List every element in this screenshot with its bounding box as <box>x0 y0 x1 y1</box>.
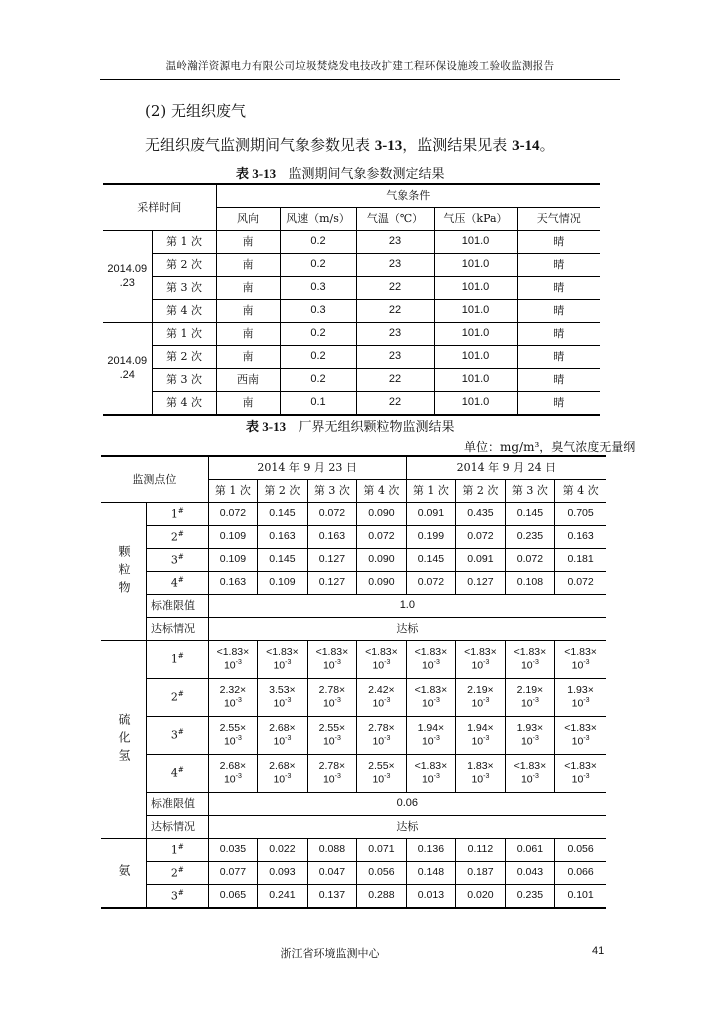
table1-cell: 0.2 <box>280 254 356 277</box>
result-cell: 0.022 <box>258 839 308 862</box>
result-cell: 2.19× $10^{-3}$ <box>456 679 506 717</box>
point-sup: # <box>177 506 184 515</box>
table1-cell: 22 <box>356 392 434 416</box>
table-row <box>103 277 600 300</box>
result-cell: 2.55× $10^{-3}$ <box>307 717 357 755</box>
result-cell: 0.145 <box>258 549 308 572</box>
result-cell: <1.83× $10^{-3}$ <box>307 641 357 679</box>
result-cell: 0.072 <box>406 572 456 595</box>
result-cell: 1.94× $10^{-3}$ <box>456 717 506 755</box>
intro-ref2: 3-14 <box>512 138 540 154</box>
standard-limit-label: 标准限值 <box>147 793 209 816</box>
result-cell: 0.288 <box>357 885 407 909</box>
table1-cell: 0.3 <box>280 300 356 323</box>
table1-header-weather: 气象条件 <box>216 184 600 208</box>
result-cell: 0.163 <box>307 526 357 549</box>
table-row <box>103 369 600 392</box>
table1-cell: 101.0 <box>434 254 517 277</box>
result-cell: 0.088 <box>307 839 357 862</box>
monitor-point-label: 1# <box>147 839 209 862</box>
result-cell: 0.136 <box>406 839 456 862</box>
result-cell: <1.83× $10^{-3}$ <box>555 717 606 755</box>
result-cell: 3.53× $10^{-3}$ <box>258 679 308 717</box>
table-row <box>103 231 600 254</box>
exponent: -3 <box>483 735 490 743</box>
result-cell: 0.047 <box>307 862 357 885</box>
monitor-point-label: 2# <box>147 526 209 549</box>
result-cell: 0.235 <box>505 526 555 549</box>
intro-paragraph <box>145 134 555 155</box>
exponent: -3 <box>384 773 391 781</box>
exponent: -3 <box>235 697 242 705</box>
page-header: 温岭瀚洋资源电力有限公司垃圾焚烧发电技改扩建工程环保设施竣工验收监测报告 <box>100 58 620 80</box>
table-row <box>103 300 600 323</box>
table1-cell: 晴 <box>517 300 600 323</box>
table1-col-header: 气温（℃） <box>356 208 434 231</box>
exponent: -3 <box>433 697 440 705</box>
result-cell: <1.83× $10^{-3}$ <box>357 641 407 679</box>
intro-mid: ，监测结果见表 <box>402 136 513 154</box>
point-sup: # <box>177 842 184 851</box>
table1-cell: 0.2 <box>280 231 356 254</box>
section-title: (2) 无组织废气 <box>145 102 247 120</box>
result-cell: 0.199 <box>406 526 456 549</box>
table-row <box>101 526 606 549</box>
exponent: -3 <box>334 659 341 667</box>
exponent: -3 <box>433 773 440 781</box>
result-cell: 0.109 <box>208 526 258 549</box>
result-cell: <1.83× $10^{-3}$ <box>505 641 555 679</box>
table1-cell: 0.2 <box>280 369 356 392</box>
table1-cell: 23 <box>356 254 434 277</box>
result-cell: <1.83× $10^{-3}$ <box>258 641 308 679</box>
exponent: -3 <box>384 659 391 667</box>
result-cell: 0.127 <box>307 549 357 572</box>
exponent: -3 <box>285 773 292 781</box>
table1-cell: 第 2 次 <box>152 346 216 369</box>
monitor-point-label: 3# <box>147 717 209 755</box>
table-row <box>101 717 606 755</box>
table2-time-header: 第 2 次 <box>258 480 308 503</box>
pollutant-name: 氨 <box>101 839 147 909</box>
table-row <box>101 679 606 717</box>
table1-cell: 101.0 <box>434 231 517 254</box>
result-cell: 2.32× $10^{-3}$ <box>208 679 258 717</box>
table2-caption-no: 表 3-13 <box>246 419 287 434</box>
result-cell: 2.78× $10^{-3}$ <box>307 679 357 717</box>
result-cell: 0.013 <box>406 885 456 909</box>
table1-cell: 101.0 <box>434 392 517 416</box>
table1-cell: 晴 <box>517 323 600 346</box>
exponent: -3 <box>583 659 590 667</box>
result-cell: <1.83× $10^{-3}$ <box>208 641 258 679</box>
table2-header-date: 2014 年 9 月 23 日 <box>208 456 406 480</box>
table1-date-cell: 2014.09 .23 <box>103 231 152 323</box>
standard-limit-value: 1.0 <box>208 595 606 618</box>
result-cell: 2.78× $10^{-3}$ <box>357 717 407 755</box>
result-cell: <1.83× $10^{-3}$ <box>555 755 606 793</box>
result-cell: 0.056 <box>555 839 606 862</box>
table2-caption <box>246 416 455 435</box>
exponent: -3 <box>532 697 539 705</box>
result-cell: 0.071 <box>357 839 407 862</box>
result-cell: <1.83× $10^{-3}$ <box>406 755 456 793</box>
point-sup: # <box>177 575 184 584</box>
table2-time-header: 第 4 次 <box>555 480 606 503</box>
standard-limit-label: 标准限值 <box>147 595 209 618</box>
table1-col-header: 天气情况 <box>517 208 600 231</box>
monitor-point-label: 2# <box>147 862 209 885</box>
table1-cell: 南 <box>216 392 280 416</box>
result-cell: 0.705 <box>555 503 606 526</box>
table2-caption-text: 厂界无组织颗粒物监测结果 <box>298 420 455 435</box>
table1-cell: 101.0 <box>434 277 517 300</box>
result-cell: 0.066 <box>555 862 606 885</box>
result-cell: 0.163 <box>208 572 258 595</box>
table-row <box>101 641 606 679</box>
pollutant-name: 硫化氢 <box>101 641 147 839</box>
monitor-point-label: 1# <box>147 503 209 526</box>
table1-date-cell: 2014.09 .24 <box>103 323 152 416</box>
table1-cell: 第 2 次 <box>152 254 216 277</box>
exponent: -3 <box>483 773 490 781</box>
result-cell: 0.112 <box>456 839 506 862</box>
result-cell: 2.68× $10^{-3}$ <box>258 717 308 755</box>
exponent: -3 <box>433 735 440 743</box>
compliance-value: 达标 <box>208 816 606 839</box>
result-cell: 0.435 <box>456 503 506 526</box>
table1-cell: 南 <box>216 346 280 369</box>
monitor-point-label: 4# <box>147 572 209 595</box>
result-cell: 0.163 <box>555 526 606 549</box>
monitor-point-label: 4# <box>147 755 209 793</box>
table1-cell: 第 3 次 <box>152 277 216 300</box>
table-row <box>101 595 606 618</box>
exponent: -3 <box>483 697 490 705</box>
result-cell: 0.241 <box>258 885 308 909</box>
table-row <box>101 862 606 885</box>
result-cell: 0.109 <box>208 549 258 572</box>
table-row <box>101 885 606 909</box>
table1-cell: 第 4 次 <box>152 392 216 416</box>
result-cell: 0.072 <box>456 526 506 549</box>
result-cell: 1.93× $10^{-3}$ <box>555 679 606 717</box>
intro-pre1: 无组织废气监测期间气象参数见表 <box>145 136 375 154</box>
table1-cell: 0.1 <box>280 392 356 416</box>
exponent: -3 <box>483 659 490 667</box>
footer-org: 浙江省环境监测中心 <box>280 947 380 960</box>
table1-cell: 晴 <box>517 369 600 392</box>
result-cell: 1.83× $10^{-3}$ <box>456 755 506 793</box>
standard-limit-value: 0.06 <box>208 793 606 816</box>
exponent: -3 <box>334 697 341 705</box>
table-row <box>101 839 606 862</box>
table1-cell: 第 3 次 <box>152 369 216 392</box>
result-cell: 0.091 <box>406 503 456 526</box>
result-cell: 0.235 <box>505 885 555 909</box>
table1-cell: 23 <box>356 323 434 346</box>
result-cell: 2.68× $10^{-3}$ <box>208 755 258 793</box>
exponent: -3 <box>235 659 242 667</box>
result-cell: 0.043 <box>505 862 555 885</box>
table-row <box>103 346 600 369</box>
point-sup: # <box>177 865 184 874</box>
exponent: -3 <box>532 773 539 781</box>
table1-cell: 101.0 <box>434 300 517 323</box>
table-row <box>101 793 606 816</box>
table1-caption-no: 表 3-13 <box>236 166 277 181</box>
point-sup: # <box>177 652 184 661</box>
table1-col-header: 风向 <box>216 208 280 231</box>
table-row <box>101 618 606 641</box>
table1-caption-text: 监测期间气象参数测定结果 <box>288 167 445 182</box>
table2-header-date: 2014 年 9 月 24 日 <box>406 456 606 480</box>
result-cell: 0.137 <box>307 885 357 909</box>
result-cell: <1.83× $10^{-3}$ <box>406 679 456 717</box>
result-cell: 0.145 <box>505 503 555 526</box>
result-cell: <1.83× $10^{-3}$ <box>555 641 606 679</box>
intro-post: 。 <box>539 136 555 154</box>
result-cell: 0.090 <box>357 549 407 572</box>
monitor-point-label: 3# <box>147 885 209 909</box>
table1-cell: 第 1 次 <box>152 323 216 346</box>
result-cell: 0.187 <box>456 862 506 885</box>
result-cell: <1.83× $10^{-3}$ <box>505 755 555 793</box>
table2-header-point: 监测点位 <box>101 456 208 503</box>
result-cell: 0.090 <box>357 572 407 595</box>
table1-cell: 南 <box>216 300 280 323</box>
table1-cell: 101.0 <box>434 369 517 392</box>
table1-cell: 南 <box>216 254 280 277</box>
table2-time-header: 第 1 次 <box>406 480 456 503</box>
result-cell: 0.101 <box>555 885 606 909</box>
exponent: -3 <box>532 659 539 667</box>
point-sup: # <box>177 766 184 775</box>
result-cell: 0.035 <box>208 839 258 862</box>
result-cell: 0.093 <box>258 862 308 885</box>
result-cell: 0.072 <box>307 503 357 526</box>
monitor-point-label: 1# <box>147 641 209 679</box>
fugitive-results-table <box>101 455 606 909</box>
compliance-value: 达标 <box>208 618 606 641</box>
table1-header-time: 采样时间 <box>103 184 216 231</box>
result-cell: 0.109 <box>258 572 308 595</box>
result-cell: 0.020 <box>456 885 506 909</box>
result-cell: 0.065 <box>208 885 258 909</box>
intro-ref1: 3-13 <box>374 138 403 154</box>
exponent: -3 <box>384 697 391 705</box>
table1-cell: 22 <box>356 369 434 392</box>
monitor-point-label: 3# <box>147 549 209 572</box>
point-sup: # <box>177 529 184 538</box>
exponent: -3 <box>285 735 292 743</box>
point-sup: # <box>177 728 184 737</box>
table1-cell: 23 <box>356 231 434 254</box>
table1-cell: 0.2 <box>280 323 356 346</box>
result-cell: 0.127 <box>307 572 357 595</box>
exponent: -3 <box>334 735 341 743</box>
table-row <box>103 392 600 416</box>
table2-time-header: 第 3 次 <box>307 480 357 503</box>
result-cell: 0.077 <box>208 862 258 885</box>
exponent: -3 <box>285 659 292 667</box>
point-sup: # <box>177 888 184 897</box>
result-cell: 2.42× $10^{-3}$ <box>357 679 407 717</box>
result-cell: 2.68× $10^{-3}$ <box>258 755 308 793</box>
result-cell: 1.94× $10^{-3}$ <box>406 717 456 755</box>
table1-cell: 晴 <box>517 277 600 300</box>
table1-cell: 0.2 <box>280 346 356 369</box>
result-cell: 0.061 <box>505 839 555 862</box>
result-cell: 0.072 <box>505 549 555 572</box>
table2-time-header: 第 1 次 <box>208 480 258 503</box>
result-cell: 0.127 <box>456 572 506 595</box>
weather-table <box>103 183 600 416</box>
result-cell: <1.83× $10^{-3}$ <box>406 641 456 679</box>
table-row <box>103 254 600 277</box>
table2-time-header: 第 2 次 <box>456 480 506 503</box>
result-cell: 0.181 <box>555 549 606 572</box>
table1-col-header: 风速（m/s） <box>280 208 356 231</box>
exponent: -3 <box>235 773 242 781</box>
table2-unit-note: 单位：mg/m³，臭气浓度无量纲 <box>464 440 636 454</box>
table1-caption <box>236 163 445 182</box>
exponent: -3 <box>384 735 391 743</box>
result-cell: 0.091 <box>456 549 506 572</box>
result-cell: 1.93× $10^{-3}$ <box>505 717 555 755</box>
table1-cell: 0.3 <box>280 277 356 300</box>
table1-cell: 晴 <box>517 392 600 416</box>
result-cell: 2.55× $10^{-3}$ <box>208 717 258 755</box>
result-cell: 0.148 <box>406 862 456 885</box>
table1-cell: 101.0 <box>434 323 517 346</box>
result-cell: 0.072 <box>357 526 407 549</box>
result-cell: 0.108 <box>505 572 555 595</box>
result-cell: <1.83× $10^{-3}$ <box>456 641 506 679</box>
table-row <box>101 503 606 526</box>
compliance-label: 达标情况 <box>147 816 209 839</box>
point-sup: # <box>177 690 184 699</box>
table1-col-header: 气压（kPa） <box>434 208 517 231</box>
result-cell: 0.145 <box>406 549 456 572</box>
result-cell: 2.19× $10^{-3}$ <box>505 679 555 717</box>
table2-time-header: 第 3 次 <box>505 480 555 503</box>
table1-cell: 101.0 <box>434 346 517 369</box>
table-row <box>101 755 606 793</box>
table-row <box>101 572 606 595</box>
result-cell: 0.163 <box>258 526 308 549</box>
monitor-point-label: 2# <box>147 679 209 717</box>
compliance-label: 达标情况 <box>147 618 209 641</box>
exponent: -3 <box>433 659 440 667</box>
pollutant-name: 颗粒物 <box>101 503 147 641</box>
result-cell: 2.78× $10^{-3}$ <box>307 755 357 793</box>
table1-cell: 南 <box>216 323 280 346</box>
result-cell: 0.072 <box>555 572 606 595</box>
table-row <box>101 816 606 839</box>
table1-cell: 晴 <box>517 231 600 254</box>
exponent: -3 <box>583 697 590 705</box>
exponent: -3 <box>235 735 242 743</box>
exponent: -3 <box>583 773 590 781</box>
table1-cell: 22 <box>356 277 434 300</box>
result-cell: 0.056 <box>357 862 407 885</box>
table-row <box>101 549 606 572</box>
table2-time-header: 第 4 次 <box>357 480 407 503</box>
table-row <box>103 323 600 346</box>
table1-cell: 23 <box>356 346 434 369</box>
exponent: -3 <box>532 735 539 743</box>
result-cell: 0.145 <box>258 503 308 526</box>
table1-cell: 西南 <box>216 369 280 392</box>
exponent: -3 <box>285 697 292 705</box>
page-number: 41 <box>592 945 605 957</box>
table1-cell: 南 <box>216 277 280 300</box>
result-cell: 0.072 <box>208 503 258 526</box>
result-cell: 2.55× $10^{-3}$ <box>357 755 407 793</box>
table1-cell: 南 <box>216 231 280 254</box>
table1-cell: 第 1 次 <box>152 231 216 254</box>
table1-cell: 晴 <box>517 254 600 277</box>
result-cell: 0.090 <box>357 503 407 526</box>
table1-cell: 第 4 次 <box>152 300 216 323</box>
table1-cell: 晴 <box>517 346 600 369</box>
exponent: -3 <box>334 773 341 781</box>
exponent: -3 <box>583 735 590 743</box>
table1-cell: 22 <box>356 300 434 323</box>
point-sup: # <box>177 552 184 561</box>
